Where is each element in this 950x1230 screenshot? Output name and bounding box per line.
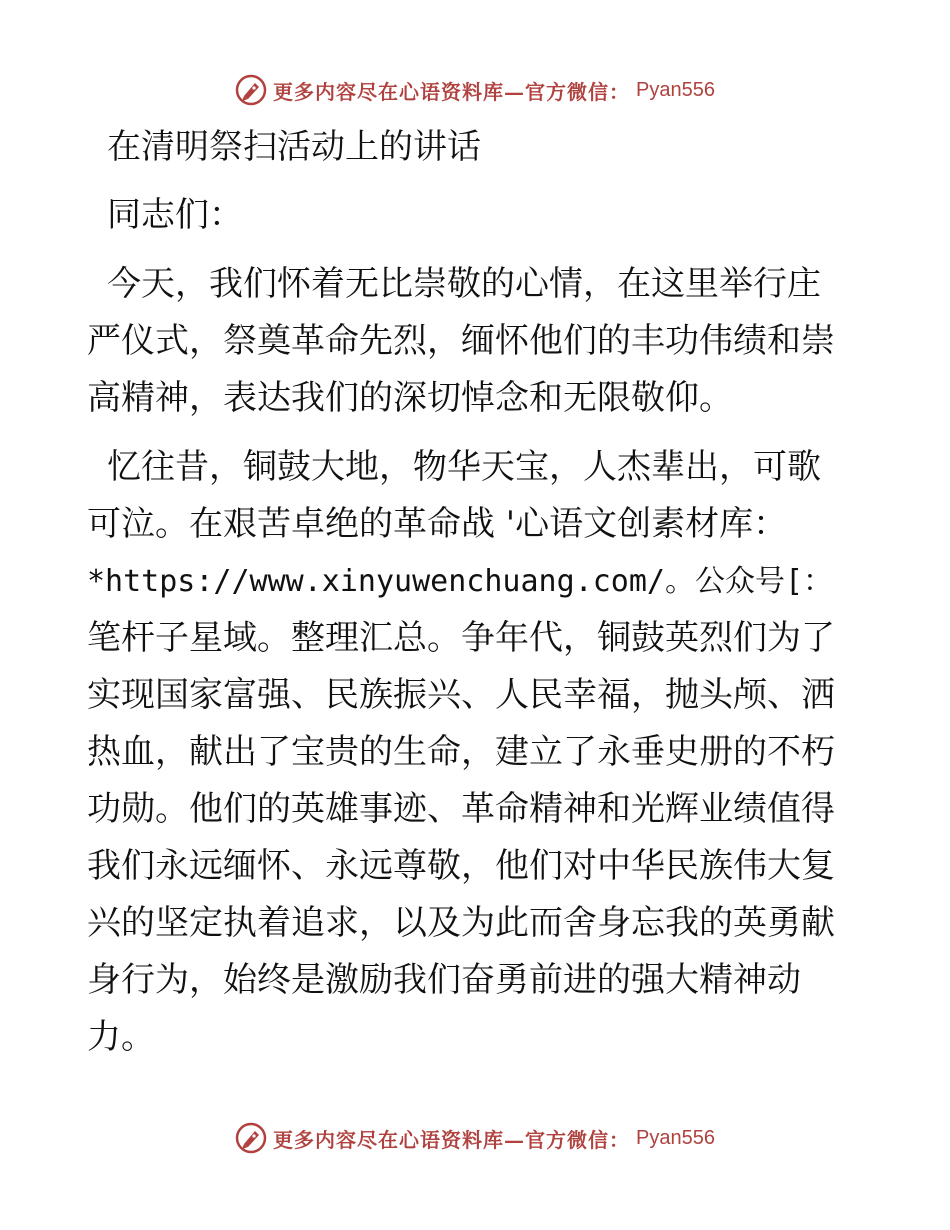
pen-nib-logo-icon — [235, 1122, 267, 1154]
banner-wechat-id: Pyan556 — [636, 78, 715, 101]
paragraph-line: 热血，献出了宝贵的生命，建立了永垂史册的不朽 — [87, 732, 835, 772]
paragraph-line-url: *https://www.xinyuwenchuang.com/。公众号[： — [87, 564, 834, 599]
paragraph-1 — [87, 256, 857, 427]
document-body — [87, 118, 857, 1066]
paragraph-line: 高精神，表达我们的深切悼念和无限敬仰。 — [87, 378, 733, 418]
footer-banner — [0, 1118, 950, 1158]
paragraph-line: 今天，我们怀着无比崇敬的心情，在这里举行庄 — [107, 264, 821, 304]
paragraph-line: 可泣。在艰苦卓绝的革命战 '心语文创素材库： — [87, 504, 788, 544]
paragraph-line: 力。 — [87, 1017, 155, 1057]
paragraph-line: 实现国家富强、民族振兴、人民幸福，抛头颅、洒 — [87, 675, 835, 715]
greeting: 同志们： — [107, 195, 243, 235]
paragraph-line: 我们永远缅怀、永远尊敬，他们对中华民族伟大复 — [87, 846, 835, 886]
page-title: 在清明祭扫活动上的讲话 — [107, 127, 481, 167]
paragraph-line: 忆往昔，铜鼓大地，物华天宝，人杰辈出，可歌 — [107, 447, 821, 487]
paragraph-line: 功勋。他们的英雄事迹、革命精神和光辉业绩值得 — [87, 789, 835, 829]
paragraph-line: 严仪式，祭奠革命先烈，缅怀他们的丰功伟绩和崇 — [87, 321, 835, 361]
banner-wechat-id: Pyan556 — [636, 1126, 715, 1149]
paragraph-line: 笔杆子星域。整理汇总。争年代，铜鼓英烈们为了 — [87, 618, 835, 658]
banner-text: 更多内容尽在心语资料库—官方微信： — [273, 79, 631, 104]
banner-text: 更多内容尽在心语资料库—官方微信： — [273, 1127, 631, 1152]
paragraph-2 — [87, 439, 857, 1066]
paragraph-line: 身行为，始终是激励我们奋勇前进的强大精神动 — [87, 960, 801, 1000]
header-banner — [0, 70, 950, 110]
pen-nib-logo-icon — [235, 74, 267, 106]
paragraph-line: 兴的坚定执着追求，以及为此而舍身忘我的英勇献 — [87, 903, 835, 943]
